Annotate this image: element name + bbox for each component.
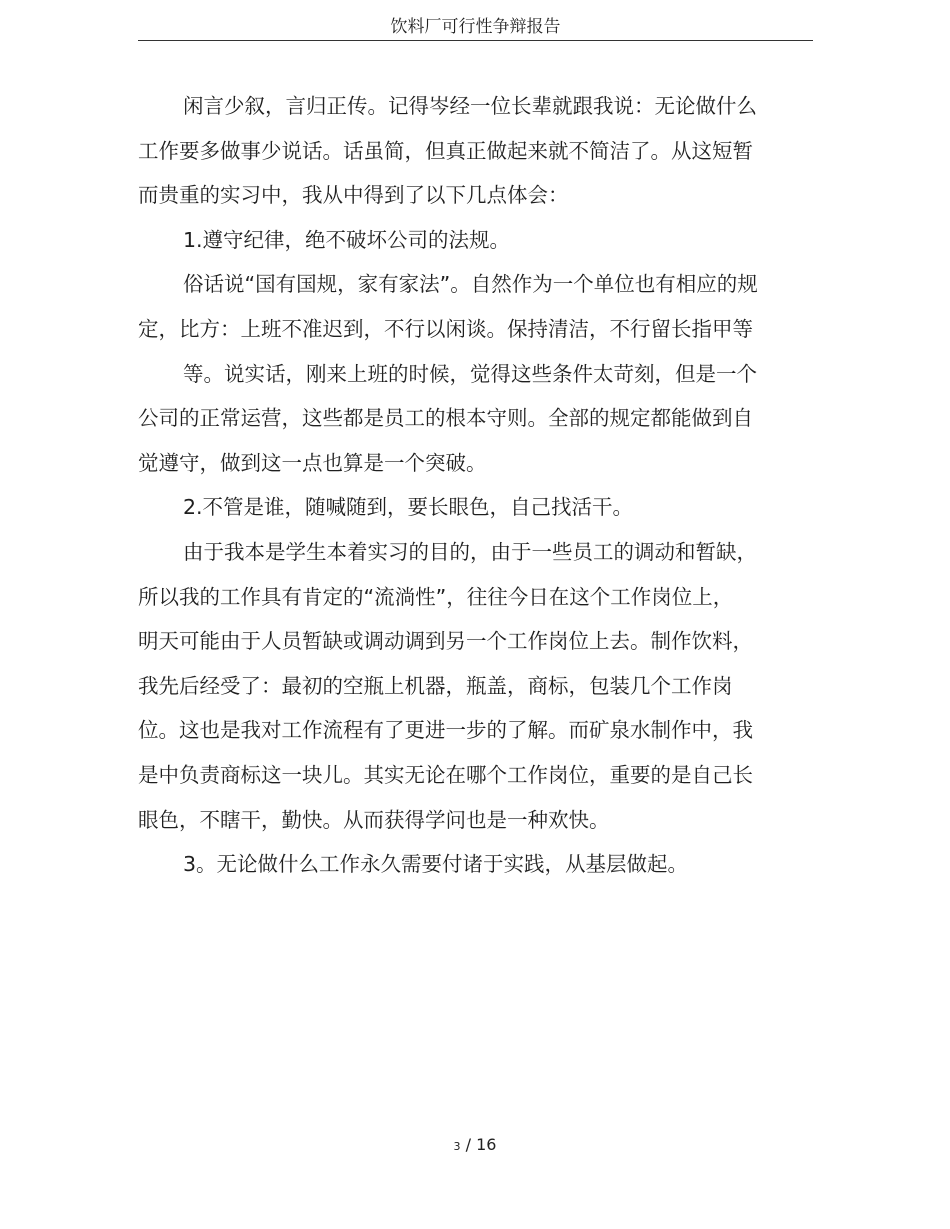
body-line: 觉遵守，做到这一点也算是一个突破。 (138, 450, 487, 475)
body-line: 定，比方：上班不准迟到，不行以闲谈。保持清洁，不行留长指甲等 (138, 316, 753, 341)
list-heading-3: 3。无论做什么工作永久需要付诸于实践，从基层做起。 (183, 852, 689, 877)
body-line: 俗话说“国有国规，家有家法”。自然作为一个单位也有相应的规 (183, 272, 758, 297)
page-total: 16 (476, 1135, 497, 1154)
body-line: 位。这也是我对工作流程有了更进一步的了解。而矿泉水制作中，我 (138, 718, 753, 743)
body-line: 工作要多做事少说话。话虽简，但真正做起来就不简洁了。从这短暂 (138, 138, 753, 163)
document-title: 饮料厂可行性争辩报告 (390, 17, 561, 37)
page-separator: / (460, 1135, 477, 1154)
body-line: 眼色，不瞎干，勤快。从而获得学问也是一种欢快。 (138, 807, 610, 832)
body-line: 我先后经受了：最初的空瓶上机器，瓶盖，商标，包装几个工作岗 (138, 673, 733, 698)
body-line: 明天可能由于人员暂缺或调动调到另一个工作岗位上去。制作饮料， (138, 629, 753, 654)
page-number (0, 1135, 950, 1154)
body-line: 而贵重的实习中，我从中得到了以下几点体会： (138, 183, 569, 208)
list-heading-2: 2.不管是谁，随喊随到，要长眼色，自己找活干。 (183, 495, 634, 520)
list-heading-1: 1.遵守纪律，绝不破坏公司的法规。 (183, 227, 511, 252)
body-line: 是中负责商标这一块儿。其实无论在哪个工作岗位，重要的是自己长 (138, 762, 753, 787)
page-header (138, 14, 813, 41)
body-line: 所以我的工作具有肯定的“流淌性”，往往今日在这个工作岗位上， (138, 584, 734, 609)
body-line: 闲言少叙，言归正传。记得岑经一位长辈就跟我说：无论做什么 (183, 94, 757, 118)
page-current: 3 (453, 1140, 461, 1153)
body-line: 等。说实话，刚来上班的时候，觉得这些条件太苛刻，但是一个 (183, 361, 757, 386)
document-body (138, 84, 813, 887)
body-line: 公司的正常运营，这些都是员工的根本守则。全部的规定都能做到自 (138, 406, 753, 431)
body-line: 由于我本是学生本着实习的目的，由于一些员工的调动和暂缺， (183, 539, 757, 564)
